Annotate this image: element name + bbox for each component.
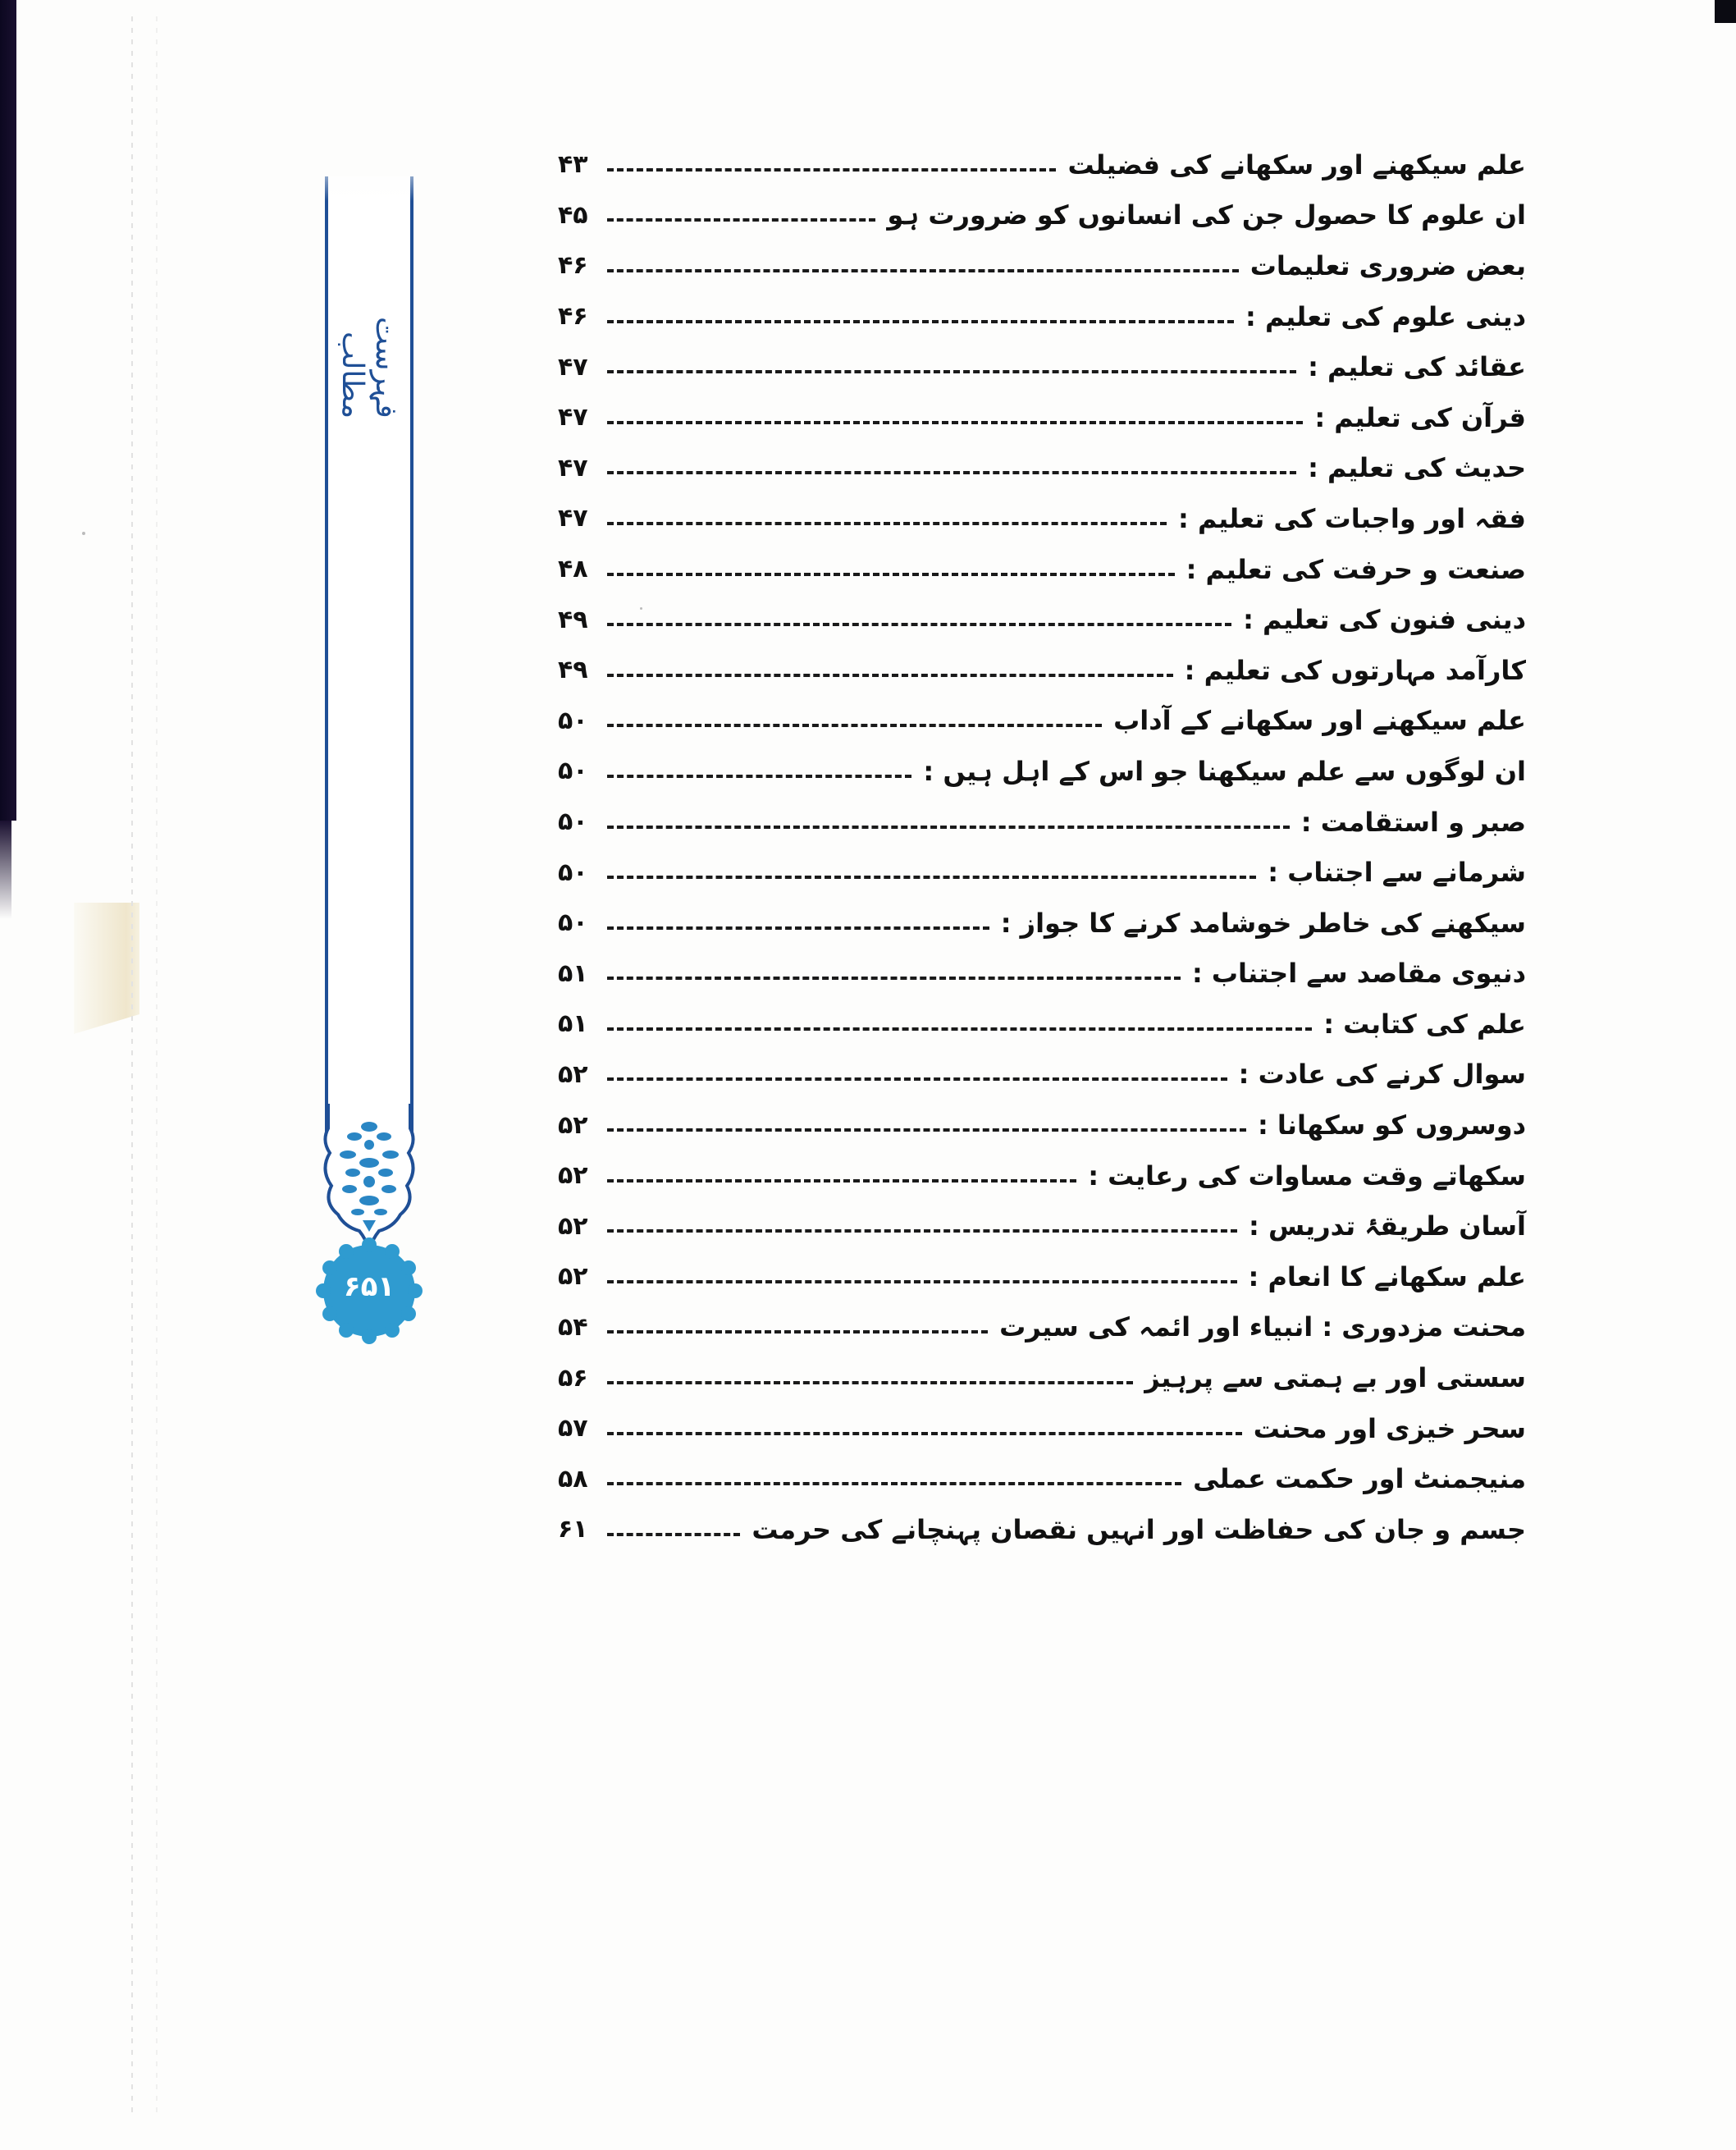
- dotted-leader: [607, 1179, 1076, 1182]
- toc-entry-title: جسم و جان کی حفاظت اور انہیں نقصان پہنچانے کی حرمت: [752, 1513, 1526, 1545]
- dotted-leader: [607, 1330, 988, 1333]
- toc-entry-page: ۵۲: [558, 1161, 588, 1191]
- toc-entry-page: ۵۴: [558, 1312, 588, 1342]
- paper-speck: [82, 532, 85, 535]
- toc-entry[interactable]: [558, 1504, 1526, 1555]
- toc-entry-page: ۵۲: [558, 1211, 588, 1241]
- toc-entry-title: صنعت و حرفت کی تعلیم :: [1186, 553, 1526, 585]
- dotted-leader: [607, 1027, 1312, 1031]
- dotted-leader: [607, 1432, 1242, 1435]
- toc-entry-title: دنیوی مقاصد سے اجتناب :: [1191, 958, 1526, 990]
- book-edge-left: [0, 0, 16, 821]
- toc-entry-page: ۵۱: [558, 1009, 588, 1039]
- toc-entry-title: محنت مزدوری : انبیاء اور ائمہ کی سیرت: [999, 1311, 1526, 1343]
- toc-entry-title: کارآمد مہارتوں کی تعلیم :: [1184, 654, 1526, 686]
- toc-entry[interactable]: [558, 898, 1526, 949]
- toc-entry-page: ۵۱: [558, 958, 588, 988]
- toc-entry-title: علم سیکھنے اور سکھانے کے آداب: [1113, 705, 1526, 737]
- dotted-leader: [607, 674, 1173, 677]
- toc-entry-page: ۴۷: [558, 504, 588, 533]
- toc-entry[interactable]: [558, 696, 1526, 747]
- toc-entry-title: سیکھنے کی خاطر خوشامد کرنے کا جواز :: [1000, 907, 1526, 939]
- toc-entry-page: ۵۸: [558, 1464, 588, 1494]
- toc-entry[interactable]: [558, 392, 1526, 443]
- toc-entry-title: دوسروں کو سکھانا :: [1257, 1109, 1526, 1141]
- toc-entry-page: ۵۲: [558, 1110, 588, 1140]
- toc-entry-title: فقہ اور واجبات کی تعلیم :: [1178, 502, 1526, 534]
- dotted-leader: [607, 775, 911, 778]
- dotted-leader: [607, 1533, 740, 1536]
- toc-entry-page: ۵۲: [558, 1262, 588, 1292]
- toc-entry-page: ۶۱: [558, 1515, 588, 1544]
- toc-entry-page: ۵۰: [558, 908, 588, 938]
- toc-entry[interactable]: [558, 645, 1526, 696]
- toc-entry-title: ان علوم کا حصول جن کی انسانوں کو ضرورت ہو: [887, 199, 1526, 231]
- toc-entry-page: ۴۵: [558, 200, 588, 230]
- toc-entry[interactable]: [558, 140, 1526, 190]
- toc-entry-title: علم سکھانے کا انعام :: [1248, 1260, 1526, 1292]
- toc-entry-title: بعض ضروری تعلیمات: [1249, 249, 1526, 281]
- toc-entry-page: ۴۷: [558, 352, 588, 382]
- toc-entry-title: عقائد کی تعلیم :: [1308, 351, 1526, 383]
- toc-entry-title: علم سیکھنے اور سکھانے کی فضیلت: [1067, 149, 1526, 181]
- dotted-leader: [607, 1229, 1237, 1233]
- toc-entry[interactable]: [558, 341, 1526, 392]
- dotted-leader: [607, 573, 1175, 576]
- toc-entry-title: آسان طریقۂ تدریس :: [1249, 1210, 1526, 1242]
- dotted-leader: [607, 977, 1181, 980]
- toc-entry-page: ۴۶: [558, 251, 588, 281]
- dotted-leader: [607, 876, 1256, 879]
- toc-entry[interactable]: [558, 1201, 1526, 1251]
- toc-entry-title: دینی علوم کی تعلیم :: [1245, 300, 1526, 332]
- gutter-line: [131, 16, 133, 2117]
- dotted-leader: [607, 826, 1290, 829]
- toc-entry-title: ان لوگوں سے علم سیکھنا جو اس کے اہل ہیں :: [923, 755, 1526, 787]
- toc-entry[interactable]: [558, 544, 1526, 595]
- toc-entry-page: ۴۹: [558, 605, 588, 634]
- toc-entry-page: ۴۷: [558, 453, 588, 483]
- toc-entry[interactable]: [558, 1150, 1526, 1201]
- dotted-leader: [607, 926, 989, 930]
- toc-entry-title: سوال کرنے کی عادت :: [1238, 1059, 1526, 1091]
- dotted-leader: [607, 320, 1234, 323]
- toc-entry-title: سستی اور بے ہمتی سے پرہیز: [1144, 1362, 1526, 1394]
- toc-entry[interactable]: [558, 594, 1526, 645]
- toc-entry[interactable]: [558, 847, 1526, 898]
- toc-entry[interactable]: [558, 1302, 1526, 1353]
- toc-entry-title: صبر و استقامت :: [1300, 806, 1526, 838]
- dotted-leader: [607, 370, 1296, 373]
- toc-entry-title: شرمانے سے اجتناب :: [1268, 857, 1526, 889]
- toc-entry-title: منیجمنٹ اور حکمت عملی: [1193, 1463, 1526, 1495]
- floral-ornament-icon: [320, 1104, 418, 1251]
- toc-entry-page: ۵۶: [558, 1363, 588, 1393]
- dotted-leader: [607, 218, 875, 222]
- toc-entry-page: ۵۰: [558, 706, 588, 735]
- dotted-leader: [607, 724, 1102, 727]
- dotted-leader: [607, 421, 1303, 424]
- toc-entry[interactable]: [558, 999, 1526, 1050]
- toc-entry[interactable]: [558, 240, 1526, 291]
- toc-entry-page: ۴۸: [558, 555, 588, 584]
- gutter-line: [156, 16, 158, 2117]
- dotted-leader: [607, 623, 1231, 626]
- toc-entry-title: حدیث کی تعلیم :: [1308, 452, 1526, 484]
- table-of-contents: [558, 140, 1526, 1555]
- toc-entry-title: دینی فنون کی تعلیم :: [1243, 604, 1526, 636]
- toc-entry-page: ۵۰: [558, 858, 588, 887]
- toc-entry-title: علم کی کتابت :: [1323, 1008, 1526, 1040]
- toc-entry-page: ۴۷: [558, 403, 588, 432]
- toc-entry[interactable]: [558, 746, 1526, 797]
- toc-entry-page: ۴۳: [558, 150, 588, 180]
- toc-entry-page: ۵۲: [558, 1059, 588, 1089]
- toc-entry[interactable]: [558, 443, 1526, 494]
- toc-entry-page: ۴۶: [558, 302, 588, 332]
- toc-entry[interactable]: [558, 1352, 1526, 1403]
- toc-entry-title: سکھاتے وقت مساوات کی رعایت :: [1088, 1160, 1526, 1192]
- toc-entry[interactable]: [558, 949, 1526, 1000]
- page-number: ۶۵۱: [343, 1270, 395, 1303]
- dotted-leader: [607, 1077, 1227, 1081]
- toc-entry-page: ۵۰: [558, 757, 588, 786]
- toc-entry-page: ۵۰: [558, 807, 588, 837]
- toc-entry-page: ۴۹: [558, 656, 588, 685]
- toc-entry[interactable]: [558, 291, 1526, 342]
- dotted-leader: [607, 1381, 1133, 1384]
- dotted-leader: [607, 1280, 1237, 1283]
- toc-entry[interactable]: [558, 190, 1526, 241]
- dotted-leader: [607, 168, 1056, 172]
- toc-entry-title: سحر خیزی اور محنت: [1253, 1412, 1526, 1444]
- book-edge-left-fade: [0, 821, 11, 919]
- dotted-leader: [607, 471, 1296, 474]
- dotted-leader: [607, 522, 1167, 525]
- toc-entry[interactable]: [558, 1453, 1526, 1504]
- dotted-leader: [607, 1482, 1181, 1485]
- dotted-leader: [607, 269, 1239, 272]
- book-edge-right: [1715, 0, 1736, 23]
- toc-entry[interactable]: [558, 1050, 1526, 1100]
- toc-entry[interactable]: [558, 1251, 1526, 1302]
- toc-entry[interactable]: [558, 797, 1526, 848]
- side-title: فہرست مطالب: [336, 317, 403, 419]
- toc-entry-title: قرآن کی تعلیم :: [1314, 401, 1526, 433]
- toc-entry-page: ۵۷: [558, 1414, 588, 1443]
- toc-entry[interactable]: [558, 493, 1526, 544]
- dotted-leader: [607, 1128, 1246, 1132]
- toc-entry[interactable]: [558, 1403, 1526, 1454]
- page-stack-edge: [74, 903, 139, 1034]
- toc-entry[interactable]: [558, 1100, 1526, 1150]
